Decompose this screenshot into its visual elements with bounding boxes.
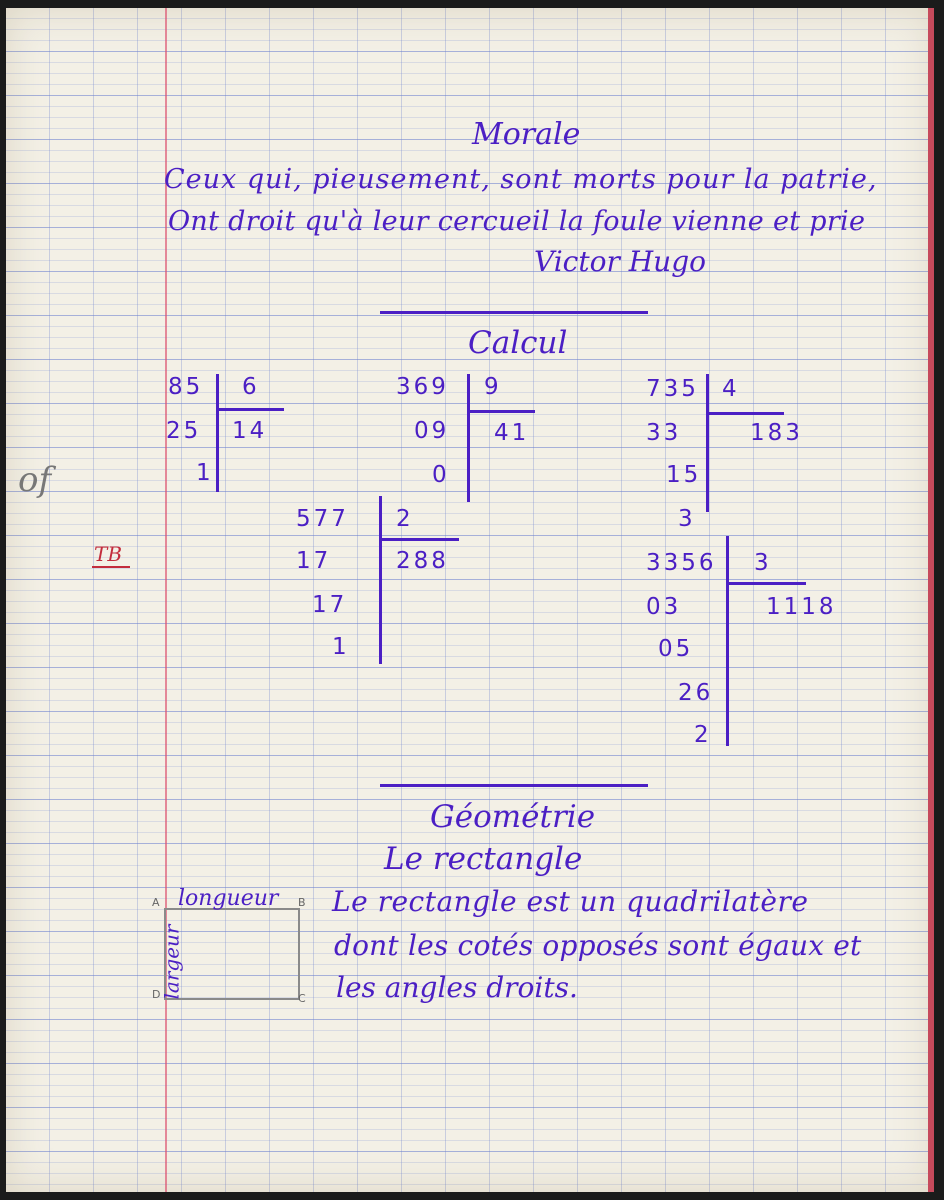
step: 03 (646, 594, 682, 620)
divisor: 6 (242, 374, 260, 400)
corner-b: B (298, 896, 306, 909)
remainder: 0 (432, 462, 450, 488)
rectangle-shape (164, 908, 300, 1000)
notebook-page (6, 8, 934, 1192)
quotient: 288 (396, 548, 449, 574)
label-longueur: longueur (178, 886, 279, 911)
morale-author: Victor Hugo (534, 245, 706, 278)
division-bar (726, 536, 729, 746)
dividend: 735 (646, 376, 699, 402)
remainder: 1 (332, 634, 350, 660)
dividend: 85 (168, 374, 204, 400)
quotient-bar (467, 410, 535, 413)
morale-line-2: Ont droit qu'à leur cercueil la foule vienne et prie (168, 206, 866, 237)
definition-line-3: les angles droits. (336, 971, 578, 1004)
quotient: 14 (232, 418, 268, 444)
step: 09 (414, 418, 450, 444)
remainder: 2 (694, 722, 712, 748)
quotient-bar (726, 582, 806, 585)
dividend: 369 (396, 374, 449, 400)
dividend: 3356 (646, 550, 717, 576)
notebook-cover-edge (928, 8, 934, 1192)
quotient-bar (706, 412, 784, 415)
geometrie-subtitle: Le rectangle (384, 841, 583, 877)
divisor: 2 (396, 506, 414, 532)
divisor: 4 (722, 376, 740, 402)
label-largeur: largeur (159, 924, 184, 1000)
division-bar (216, 374, 219, 492)
step: 33 (646, 420, 682, 446)
geometrie-title: Géométrie (430, 799, 596, 835)
pencil-note: of (18, 460, 52, 500)
morale-title: Morale (472, 117, 581, 152)
grade-mark: TB (94, 542, 123, 566)
quotient: 41 (494, 420, 530, 446)
calcul-title: Calcul (468, 325, 568, 361)
corner-a: A (152, 896, 160, 909)
division-bar (706, 374, 709, 512)
division-bar (467, 374, 470, 502)
corner-d: D (152, 988, 161, 1001)
dividend: 577 (296, 506, 349, 532)
divisor: 9 (484, 374, 502, 400)
step: 17 (312, 592, 348, 618)
step: 26 (678, 680, 714, 706)
corner-c: C (298, 992, 306, 1005)
divisor: 3 (754, 550, 772, 576)
definition-line-1: Le rectangle est un quadrilatère (332, 885, 809, 918)
quotient: 183 (750, 420, 803, 446)
separator-line (380, 311, 648, 314)
step: 05 (658, 636, 694, 662)
separator-line (380, 784, 648, 787)
remainder: 3 (678, 506, 696, 532)
step: 25 (166, 418, 202, 444)
definition-line-2: dont les cotés opposés sont égaux et (334, 929, 862, 962)
step: 17 (296, 548, 332, 574)
remainder: 1 (196, 460, 214, 486)
quotient: 1118 (766, 594, 837, 620)
division-bar (379, 496, 382, 664)
step: 15 (666, 462, 702, 488)
quotient-bar (379, 538, 459, 541)
morale-line-1: Ceux qui, pieusement, sont morts pour la patrie, (164, 164, 878, 195)
grade-underline (92, 566, 130, 568)
quotient-bar (216, 408, 284, 411)
